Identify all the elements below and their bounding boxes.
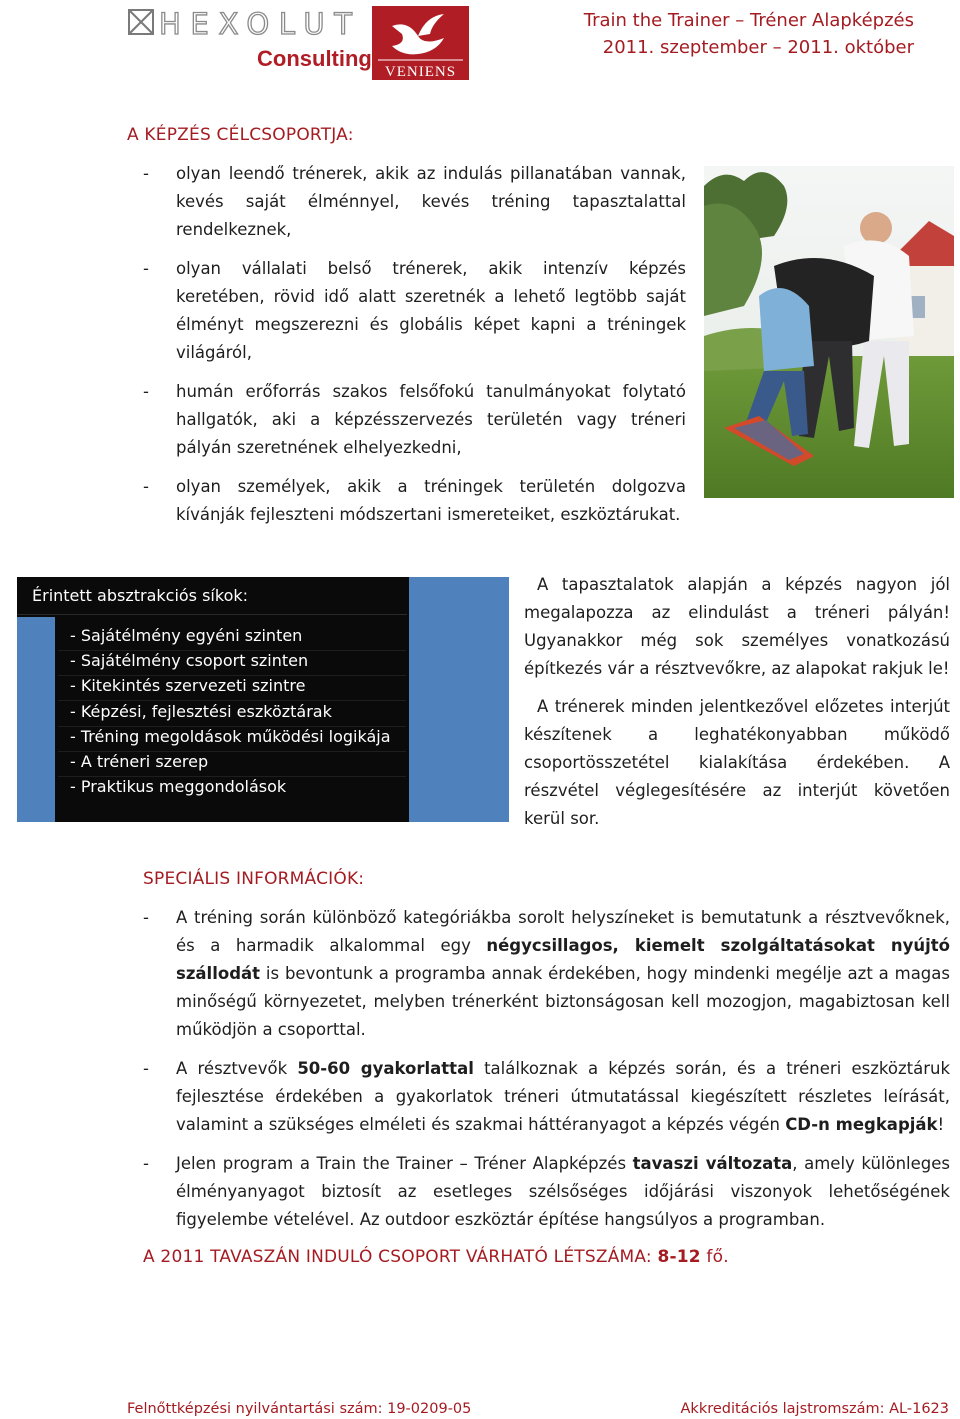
abstraction-divider [17,614,407,615]
svg-text:Consulting: Consulting [257,46,372,71]
abstraction-item-7: - Praktikus meggondolások [70,777,287,796]
veniens-logo [372,6,469,80]
special-bullet-1: - A tréning során különböző kategóriákba sorolt helyszíneket is bemutatunk a résztvevőknek, és a harmadik alkalommal egy négycsillagos, kiemelt szolgáltatásokat nyújtó szállodát is bevontunk a programba annak érdekében, hogy mindenki megélje azt a magas minőségű környezetet, melyben trénerként biztonságosan kell mozogjon, magabiztosan kell működjön a csoporttal. [143,908,950,1039]
abstraction-item-5: - Tréning megoldások működési logikája [70,727,391,746]
abstraction-item-1: - Sajátélmény egyéni szinten [70,626,303,645]
special-bullet-3: - Jelen program a Train the Trainer – Tréner Alapképzés tavaszi változata, amely különleges élményanyagot biztosít az esetleges szélsőséges időjárási viszonyok lehetőségének figyelembe vételével. Az outdoor eszköztár építése hangsúlyos a programban. [143,1154,951,1229]
header-dates: 2011. szeptember – 2011. október [602,37,914,58]
interview-paragraph: A trénerek minden jelentkezővel előzetes interjút készítenek a leghatékonyabban működő csoportösszetétel kialakítása érdekében. A részvétel véglegesítésére az interjút követően kerül sor. [524,697,950,828]
target-bullet-4: - olyan személyek, akik a tréningek területén dolgozva kívánják fejleszteni módszertani ismereteiket, eszköztárukat. [143,477,686,524]
target-bullet-1: - olyan leendő trénerek, akik az indulás pillanatában vannak, kevés saját élménnyel, kevés tréning tapasztalattal rendelkeznek, [143,164,686,239]
special-info-heading: SPECIÁLIS INFORMÁCIÓK: [143,869,365,889]
special-bullet-2: - A résztvevők 50-60 gyakorlattal találkoznak a képzés során, és a tréneri eszköztáruk fejlesztése érdekében a gyakorlatok tréneri útmutatással kiegészített részletes leírását, valamint a szükséges elméleti és szakmai háttéranyagot a képzés végén CD-n megkapják! [143,1059,950,1134]
target-group-heading: A KÉPZÉS CÉLCSOPORTJA: [127,125,354,145]
target-bullet-3: - humán erőforrás szakos felsőfokú tanulmányokat folytató hallgatók, aki a képzésszervezés területén vagy tréneri pályán szeretnének elhelyezkedni, [143,382,686,457]
group-size-value: 8-12 [657,1247,701,1267]
abstraction-row-line [58,700,406,701]
group-size-line: A 2011 TAVASZÁN INDULÓ CSOPORT VÁRHATÓ LÉTSZÁMA: 8-12 fő. [143,1247,729,1267]
abstraction-heading: Érintett absztrakciós síkok: [32,586,249,605]
abstraction-item-6: - A tréneri szerep [70,752,209,771]
svg-text:HEXOLUT: HEXOLUT [159,7,354,41]
abstraction-item-4: - Képzési, fejlesztési eszköztárak [70,702,332,721]
abstraction-item-2: - Sajátélmény csoport szinten [70,651,309,670]
abstraction-item-3: - Kitekintés szervezeti szintre [70,676,306,695]
svg-text:VENIENS: VENIENS [384,64,457,80]
hexolut-consulting-logo [127,6,372,71]
experience-paragraph: A tapasztalatok alapján a képzés nagyon jól megalapozza az elindulást a tréneri pályán! Ugyanakkor még sok személyes vonatkozású építkezés vár a résztvevőkre, az alapokat rakjuk le! [524,575,950,678]
training-photo [704,166,954,498]
footer-registration-number: Felnőttképzési nyilvántartási szám: 19-0209-05 [127,1401,472,1417]
target-bullet-2: - olyan vállalati belső trénerek, akik intenzív képzés keretében, rövid idő alatt szeretnék a lehető legtöbb saját élményt megszerezni és globális képet kapni a tréningek világáról, [143,259,686,362]
header-title: Train the Trainer – Tréner Alapképzés [583,10,914,31]
footer-accreditation-number: Akkreditációs lajstromszám: AL-1623 [680,1401,949,1417]
